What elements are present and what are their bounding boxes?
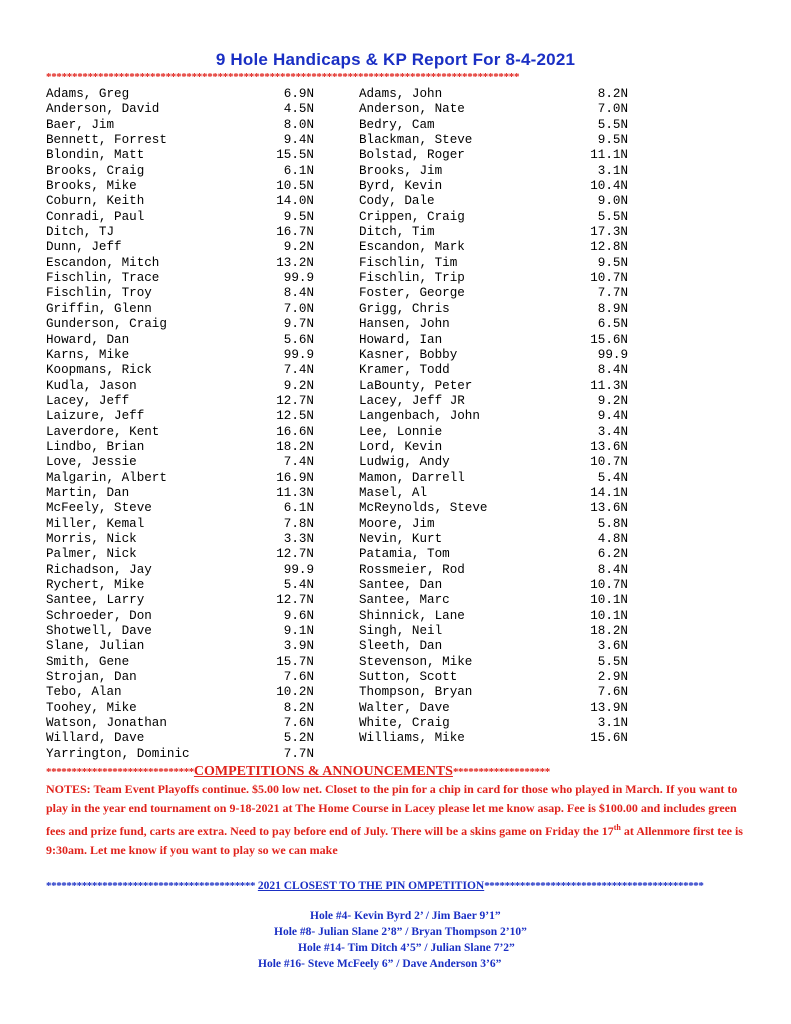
player-handicap: 7.4N <box>283 455 314 470</box>
player-handicap: 18.2N <box>276 439 314 454</box>
player-handicap: 10.7N <box>590 271 628 286</box>
player-name: Singh, Neil <box>359 624 443 639</box>
player-handicap: 14.1N <box>590 485 628 500</box>
player-handicap: 5.6N <box>283 332 314 347</box>
player-handicap: 9.1N <box>283 624 314 639</box>
player-name: Brooks, Craig <box>46 163 145 178</box>
player-handicap: 3.9N <box>283 639 314 654</box>
closest-stars-left: ***************************************** <box>46 880 256 892</box>
player-name: Slane, Julian <box>46 639 145 654</box>
player-handicap: 11.3N <box>276 485 314 500</box>
notes-superscript: th <box>613 823 621 832</box>
player-handicap: 9.5N <box>597 255 628 270</box>
player-handicap: 15.6N <box>590 731 628 746</box>
player-name: Howard, Ian <box>359 332 443 347</box>
player-name: Walter, Dave <box>359 700 450 715</box>
player-handicap: 10.4N <box>590 179 628 194</box>
player-handicap: 99.9 <box>283 562 314 577</box>
player-name: Adams, Greg <box>46 87 130 101</box>
player-name: Kasner, Bobby <box>359 347 458 362</box>
player-name: Nevin, Kurt <box>359 531 443 546</box>
player-name: Adams, John <box>359 87 443 101</box>
player-name: Moore, Jim <box>359 516 435 531</box>
player-name: Brooks, Jim <box>359 163 443 178</box>
player-handicap: 5.8N <box>597 516 628 531</box>
player-name: Brooks, Mike <box>46 179 137 194</box>
player-handicap: 13.2N <box>276 255 314 270</box>
player-handicap: 6.5N <box>597 317 628 332</box>
player-handicap: 2.9N <box>597 670 628 685</box>
competitions-title: COMPETITIONS & ANNOUNCEMENTS <box>193 764 453 779</box>
player-name: Toohey, Mike <box>46 700 137 715</box>
player-handicap: 7.7N <box>283 746 314 761</box>
player-handicap: 12.8N <box>590 240 628 255</box>
player-handicap: 9.5N <box>597 133 628 148</box>
player-name: Santee, Larry <box>46 593 145 608</box>
player-name: Morris, Nick <box>46 531 137 546</box>
player-handicap: 12.7N <box>276 593 314 608</box>
player-handicap: 12.5N <box>276 409 314 424</box>
player-handicap: 5.5N <box>597 117 628 132</box>
player-handicap: 15.7N <box>276 654 314 669</box>
player-name: Sleeth, Dan <box>359 639 443 654</box>
player-name: Masel, Al <box>359 485 428 500</box>
hole-16-result: Hole #16- Steve McFeely 6” / Dave Anderson 3’6” <box>258 958 502 970</box>
player-name: Shinnick, Lane <box>359 608 465 623</box>
player-name: Smith, Gene <box>46 654 130 669</box>
player-name: Laverdore, Kent <box>46 424 160 439</box>
competitions-stars-left: ***************************** <box>46 766 194 778</box>
player-handicap: 16.9N <box>276 470 314 485</box>
player-handicap: 7.8N <box>283 516 314 531</box>
player-handicap: 10.5N <box>276 179 314 194</box>
player-name: Lindbo, Brian <box>46 439 145 454</box>
closest-stars-right: ******************************************* <box>484 880 704 892</box>
player-name: Bedry, Cam <box>359 117 435 132</box>
announcement-notes <box>46 780 746 860</box>
player-name: Tebo, Alan <box>46 685 122 700</box>
player-name: Yarrington, Dominic <box>46 746 190 761</box>
player-handicap: 17.3N <box>590 225 628 240</box>
player-name: Mamon, Darrell <box>359 470 465 485</box>
player-name: Ditch, TJ <box>46 225 115 240</box>
player-handicap: 7.0N <box>597 102 628 117</box>
player-handicap: 11.3N <box>590 378 628 393</box>
player-name: Griffin, Glenn <box>46 301 152 316</box>
player-name: Palmer, Nick <box>46 547 137 562</box>
player-handicap: 4.5N <box>283 102 314 117</box>
notes-text-part2: at Allenmore first tee is 9:30am. Let me know if you want to play so we can make <box>46 824 743 857</box>
player-handicap: 14.0N <box>276 194 314 209</box>
player-handicap: 8.0N <box>283 117 314 132</box>
player-handicap: 5.5N <box>597 654 628 669</box>
player-handicap: 9.7N <box>283 317 314 332</box>
player-handicap: 13.9N <box>590 700 628 715</box>
player-name: McFeely, Steve <box>46 501 152 516</box>
player-name: Kudla, Jason <box>46 378 137 393</box>
player-handicap: 99.9 <box>283 271 314 286</box>
player-name: Cody, Dale <box>359 194 435 209</box>
player-handicap: 5.4N <box>283 578 314 592</box>
player-handicap: 9.4N <box>283 133 314 148</box>
player-name: LaBounty, Peter <box>359 378 473 393</box>
player-handicap: 5.2N <box>283 731 314 746</box>
player-handicap: 8.4N <box>283 286 314 301</box>
player-name: Lacey, Jeff <box>46 393 130 408</box>
player-name: Patamia, Tom <box>359 547 450 562</box>
player-handicap: 8.9N <box>597 301 628 316</box>
player-name: White, Craig <box>359 716 450 731</box>
player-handicap: 7.6N <box>283 716 314 731</box>
player-name: Santee, Dan <box>359 578 443 592</box>
player-handicap: 10.1N <box>590 608 628 623</box>
player-name: Rossmeier, Rod <box>359 562 465 577</box>
player-name: Fischlin, Tim <box>359 255 458 270</box>
player-name: Foster, George <box>359 286 465 301</box>
player-name: Bolstad, Roger <box>359 148 465 163</box>
player-handicap: 11.1N <box>590 148 628 163</box>
player-handicap: 7.7N <box>597 286 628 301</box>
player-handicap: 6.1N <box>283 501 314 516</box>
player-handicap: 9.2N <box>283 378 314 393</box>
player-handicap: 6.2N <box>597 547 628 562</box>
competitions-header <box>46 763 746 780</box>
player-handicap: 4.8N <box>597 531 628 546</box>
player-handicap: 8.4N <box>597 562 628 577</box>
player-handicap: 15.5N <box>276 148 314 163</box>
closest-to-pin-header <box>46 880 746 892</box>
player-handicap: 9.0N <box>597 194 628 209</box>
player-name: Koopmans, Rick <box>46 363 152 378</box>
player-handicap: 12.7N <box>276 547 314 562</box>
player-name: Coburn, Keith <box>46 194 145 209</box>
player-name: Gunderson, Craig <box>46 317 167 332</box>
hole-14-result: Hole #14- Tim Ditch 4’5” / Julian Slane 7’2” <box>298 942 515 954</box>
player-name: Laizure, Jeff <box>46 409 145 424</box>
player-name: Santee, Marc <box>359 593 450 608</box>
player-handicap: 5.5N <box>597 209 628 224</box>
player-name: Martin, Dan <box>46 485 130 500</box>
player-handicap: 10.7N <box>590 455 628 470</box>
player-handicap: 9.2N <box>597 393 628 408</box>
player-name: Lord, Kevin <box>359 439 443 454</box>
player-name: Howard, Dan <box>46 332 130 347</box>
player-name: Hansen, John <box>359 317 450 332</box>
player-name: Strojan, Dan <box>46 670 137 685</box>
player-handicap: 10.1N <box>590 593 628 608</box>
player-name: Ludwig, Andy <box>359 455 450 470</box>
player-handicap: 7.6N <box>283 670 314 685</box>
player-name: Miller, Kemal <box>46 516 145 531</box>
player-name: Thompson, Bryan <box>359 685 473 700</box>
player-handicap: 8.4N <box>597 363 628 378</box>
player-name: Love, Jessie <box>46 455 137 470</box>
player-handicap: 3.4N <box>597 424 628 439</box>
player-name: Crippen, Craig <box>359 209 465 224</box>
player-handicap: 99.9 <box>597 347 628 362</box>
player-name: McReynolds, Steve <box>359 501 488 516</box>
player-name: Sutton, Scott <box>359 670 458 685</box>
player-handicap: 3.1N <box>597 716 628 731</box>
player-name: Conradi, Paul <box>46 209 145 224</box>
player-handicap: 3.3N <box>283 531 314 546</box>
player-handicap: 9.4N <box>597 409 628 424</box>
player-name: Fischlin, Trip <box>359 271 465 286</box>
player-name: Lee, Lonnie <box>359 424 443 439</box>
competitions-stars-right: ******************* <box>452 766 550 778</box>
player-name: Escandon, Mark <box>359 240 465 255</box>
player-name: Dunn, Jeff <box>46 240 122 255</box>
player-name: Karns, Mike <box>46 347 130 362</box>
player-handicap: 13.6N <box>590 439 628 454</box>
player-handicap: 16.7N <box>276 225 314 240</box>
hole-4-result: Hole #4- Kevin Byrd 2’ / Jim Baer 9’1” <box>310 910 501 922</box>
player-handicap: 3.1N <box>597 163 628 178</box>
player-name: Bennett, Forrest <box>46 133 167 148</box>
player-name: Watson, Jonathan <box>46 716 167 731</box>
player-handicap: 5.4N <box>597 470 628 485</box>
player-name: Rychert, Mike <box>46 578 145 592</box>
player-handicap: 9.5N <box>283 209 314 224</box>
player-handicap: 16.6N <box>276 424 314 439</box>
player-handicap: 7.4N <box>283 363 314 378</box>
closest-title: 2021 CLOSEST TO THE PIN OMPETITION <box>257 880 485 892</box>
player-handicap: 8.2N <box>597 87 628 101</box>
player-name: Grigg, Chris <box>359 301 450 316</box>
player-name: Fischlin, Troy <box>46 286 152 301</box>
player-handicap: 99.9 <box>283 347 314 362</box>
hole-8-result: Hole #8- Julian Slane 2’8” / Bryan Thompson 2’10” <box>274 926 527 938</box>
player-name: Escandon, Mitch <box>46 255 160 270</box>
player-handicap: 18.2N <box>590 624 628 639</box>
player-handicap: 12.7N <box>276 393 314 408</box>
player-name: Fischlin, Trace <box>46 271 160 286</box>
player-name: Ditch, Tim <box>359 225 435 240</box>
notes-text-part1: NOTES: Team Event Playoffs continue. $5.00 low net. Closet to the pin for a chip in card for those who played in March. If you want to play in the year end tournament on 9-18-2021 at The Home Course in Lacey please let me know asap. Fee is $100.00 and includes green fees and prize fund, carts are extra. Need to pay before end of July. There will be a skins game on Friday the 17 <box>46 782 738 838</box>
player-handicap: 8.2N <box>283 700 314 715</box>
top-star-divider: ******************************************************************************************* <box>46 71 520 83</box>
page-title: 9 Hole Handicaps & KP Report For 8-4-2021 <box>215 50 576 69</box>
player-handicap: 6.9N <box>283 87 314 101</box>
player-name: Blackman, Steve <box>359 133 473 148</box>
player-handicap: 7.0N <box>283 301 314 316</box>
player-handicap: 9.2N <box>283 240 314 255</box>
player-handicap: 10.7N <box>590 578 628 592</box>
player-name: Shotwell, Dave <box>46 624 152 639</box>
player-name: Byrd, Kevin <box>359 179 443 194</box>
player-name: Williams, Mike <box>359 731 465 746</box>
player-name: Kramer, Todd <box>359 363 450 378</box>
player-handicap: 7.6N <box>597 685 628 700</box>
player-name: Stevenson, Mike <box>359 654 473 669</box>
player-name: Langenbach, John <box>359 409 480 424</box>
player-name: Blondin, Matt <box>46 148 145 163</box>
player-name: Anderson, Nate <box>359 102 465 117</box>
player-name: Lacey, Jeff JR <box>359 393 465 408</box>
player-name: Anderson, David <box>46 102 160 117</box>
player-name: Malgarin, Albert <box>46 470 167 485</box>
player-name: Schroeder, Don <box>46 608 152 623</box>
player-handicap: 10.2N <box>276 685 314 700</box>
player-handicap: 9.6N <box>283 608 314 623</box>
player-name: Richadson, Jay <box>46 562 152 577</box>
player-handicap: 15.6N <box>590 332 628 347</box>
player-name: Willard, Dave <box>46 731 145 746</box>
player-handicap: 6.1N <box>283 163 314 178</box>
player-name: Baer, Jim <box>46 117 115 132</box>
player-handicap: 3.6N <box>597 639 628 654</box>
player-handicap: 13.6N <box>590 501 628 516</box>
